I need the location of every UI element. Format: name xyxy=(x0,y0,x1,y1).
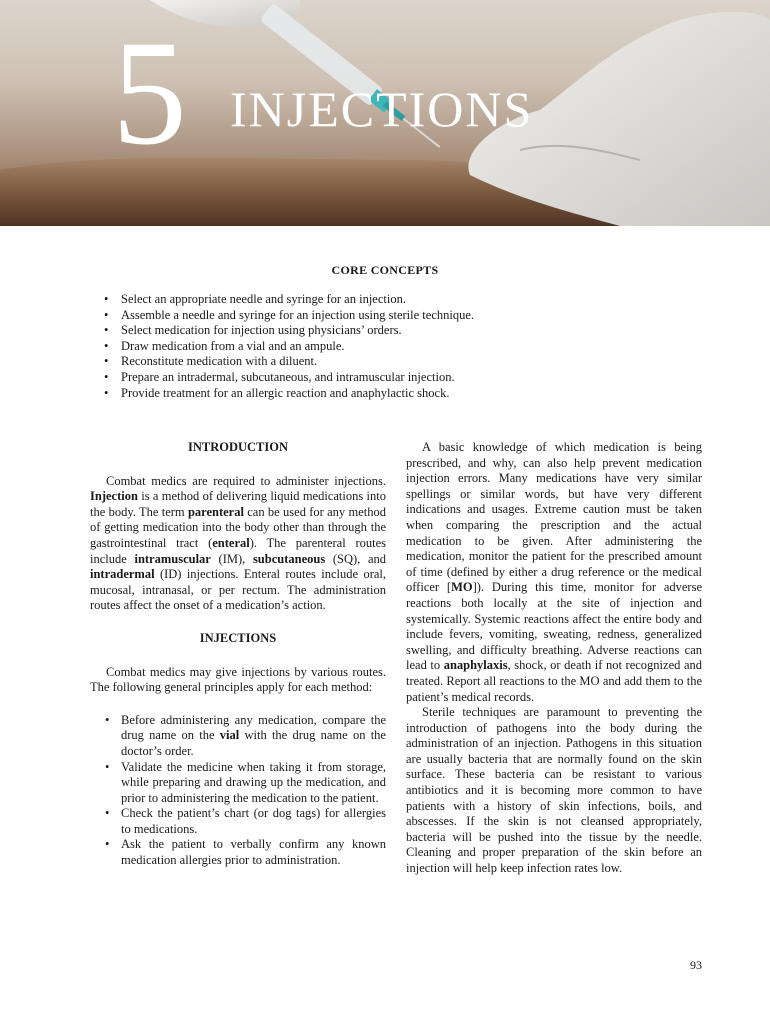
chapter-number: 5 xyxy=(112,10,187,176)
list-item: • Before administering any medication, compare the drug name on the vial with the drug name on the doctor’s order. xyxy=(90,713,386,760)
injections-paragraph: Combat medics may give injections by various routes. The following general principles apply for each method: xyxy=(90,664,386,695)
list-item: • Assemble a needle and syringe for an injection using sterile technique. xyxy=(104,308,474,324)
list-item: • Validate the medicine when taking it from storage, while preparing and drawing up the medication, and prior to administering the medication to the patient. xyxy=(90,760,386,807)
list-item: • Check the patient’s chart (or dog tags) for allergies to medications. xyxy=(90,806,386,837)
core-concepts-heading: CORE CONCEPTS xyxy=(331,263,439,277)
list-item: • Prepare an intradermal, subcutaneous, and intramuscular injection. xyxy=(104,370,474,386)
chapter-banner xyxy=(0,0,770,226)
list-item: • Draw medication from a vial and an ampule. xyxy=(104,339,474,355)
list-item: • Select medication for injection using physicians’ orders. xyxy=(104,323,474,339)
sterile-technique-paragraph: Sterile techniques are paramount to preventing the introduction of pathogens into the body during the administration of an injection. Pathogens in this situation are usually bacteria that are normally found on the skin surface. These bacteria can be resistant to various antibiotics and it is becoming more common to have patients with a history of skin infections, boils, and abscesses. If the skin is not cleansed appropriately, bacteria will be pushed into the tissue by the needle. Cleaning and proper preparation of the skin before an injection will help keep infection rates low. xyxy=(406,705,702,876)
list-item: • Select an appropriate needle and syringe for an injection. xyxy=(104,292,474,308)
page-number: 93 xyxy=(690,958,702,972)
core-concepts-list xyxy=(104,292,474,401)
medication-knowledge-paragraph: A basic knowledge of which medication is being prescribed, and why, can also help prevent medication injection errors. Many medications have very similar spellings or similar words, but have very different indications and usages. Extreme caution must be taken when comparing the prescription and the actual medication to be given. After administering the medication, monitor the patient for the prescribed amount of time (defined by either a drug reference or the medical officer [MO]). During this time, monitor for adverse reactions both locally at the site of injection and systemically. Systemic reactions affect the entire body and include fevers, vomiting, sweating, redness, generalized swelling, and difficulty breathing. Adverse reactions can lead to anaphylaxis, shock, or death if not recognized and treated. Report all reactions to the MO and add them to the patient’s medical records. xyxy=(406,440,703,704)
list-item: • Provide treatment for an allergic reaction and anaphylactic shock. xyxy=(104,386,474,402)
injections-heading: INJECTIONS xyxy=(199,630,277,645)
right-column xyxy=(406,440,702,877)
list-item: • Ask the patient to verbally confirm any known medication allergies prior to administration. xyxy=(90,837,386,868)
left-column xyxy=(90,440,386,869)
chapter-title: INJECTIONS xyxy=(230,81,534,137)
introduction-paragraph: Combat medics are required to administer injections. Injection is a method of delivering liquid medications into the body. The term parenteral can be used for any method of getting medication into the body other than through the gastrointestinal tract (enteral). The parenteral routes include intramuscular (IM), subcutaneous (SQ), and intradermal (ID) injections. Enteral routes include oral, mucosal, intranasal, or per rectum. The administration routes affect the onset of a medication’s action. xyxy=(90,473,387,613)
list-item: • Reconstitute medication with a diluent. xyxy=(104,354,474,370)
introduction-heading: INTRODUCTION xyxy=(187,440,288,454)
principles-list xyxy=(90,713,386,869)
